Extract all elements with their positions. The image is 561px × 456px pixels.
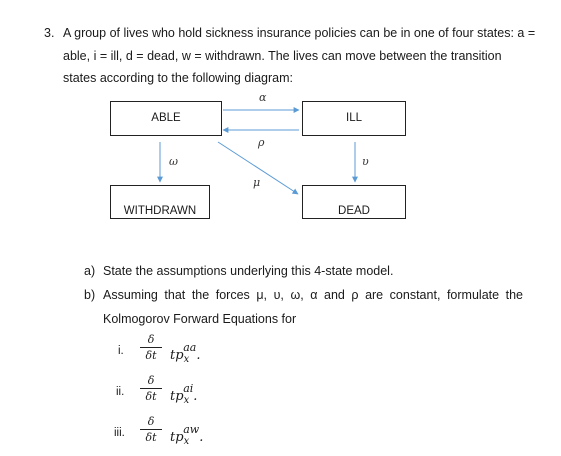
equation-label: i. [118, 345, 124, 357]
transition-label-mu: μ [253, 176, 261, 189]
question-line-1: A group of lives who hold sickness insurance policies can be in one of four states: a = [63, 26, 536, 40]
part-b-label: b) [84, 288, 96, 302]
state-box-ill [302, 101, 406, 136]
equation-label: ii. [116, 386, 125, 398]
transition-probability: $tp_x^{aa}$. [170, 341, 201, 365]
derivative-fraction: $\frac{\delta}{\delta t}$ [140, 415, 162, 444]
state-label-ill: ILL [346, 112, 362, 124]
transition-label-omega: ω [169, 155, 178, 168]
question-line-2: able, i = ill, d = dead, w = withdrawn. The lives can move between the transition [63, 49, 502, 63]
part-b-text-line-1: Assuming that the forces μ, υ, ω, α and ρ are constant, formulate the [103, 288, 523, 302]
equation-label: iii. [114, 427, 125, 439]
transition-probability: $tp_x^{aw}$. [170, 423, 204, 447]
transition-probability: $tp_x^{ai}$. [170, 382, 198, 406]
part-a-label: a) [84, 264, 96, 278]
derivative-fraction: $\frac{\delta}{\delta t}$ [140, 333, 162, 362]
state-label-withdrawn: WITHDRAWN [123, 205, 197, 217]
derivative-fraction: $\frac{\delta}{\delta t}$ [140, 374, 162, 403]
state-label-dead: DEAD [338, 205, 370, 217]
transition-label-upsilon: υ [362, 155, 369, 168]
state-box-dead [302, 185, 406, 219]
transition-label-alpha: α [259, 91, 267, 104]
state-label-able: ABLE [151, 112, 181, 124]
question-number: 3. [44, 26, 55, 40]
question-line-3: states according to the following diagram: [63, 71, 293, 85]
state-box-withdrawn [110, 185, 210, 219]
transition-label-rho: ρ [258, 136, 265, 149]
part-b-text-line-2: Kolmogorov Forward Equations for [103, 312, 297, 326]
part-a-text: State the assumptions underlying this 4-state model. [103, 264, 394, 278]
state-box-able [110, 101, 222, 136]
